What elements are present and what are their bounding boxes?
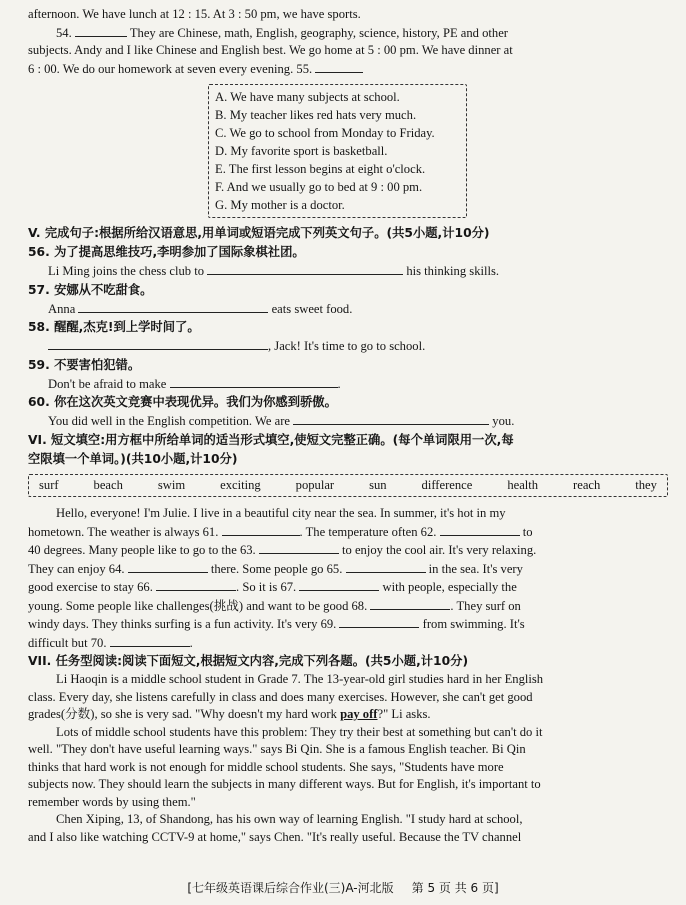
passage-line-1: Hello, everyone! I'm Julie. I live in a beautiful city near the sea. In summer, it's hot in my <box>56 506 506 520</box>
reading2-p2-l2: well. "They don't have useful learning ways." says Bi Qin. She is a famous English teacher. Bi Qin <box>28 742 526 756</box>
q57-sentence <box>28 300 668 319</box>
reading-line-q54 <box>28 24 668 43</box>
q56-sentence <box>28 262 668 281</box>
section-6-heading-2: 空限填一个单词。)(共10小题,计10分) <box>28 451 238 466</box>
q55-blank[interactable] <box>315 60 363 73</box>
q56-before: Li Ming joins the chess club to <box>48 264 205 278</box>
passage-line-7 <box>28 615 668 634</box>
q56-blank[interactable] <box>207 262 403 275</box>
p5b: . So it is 67. <box>236 580 297 594</box>
p4c: in the sea. It's very <box>428 561 523 576</box>
p2a: hometown. The weather is always 61. <box>28 524 219 539</box>
word-surf: surf <box>39 477 59 492</box>
q60-sentence <box>28 412 668 431</box>
r2a: grades(分数), so she is very sad. "Why doesn't my hard work <box>28 707 337 721</box>
p3b: to enjoy the cool air. It's very relaxing. <box>342 543 537 557</box>
q58-chinese: 58. 醒醒,杰克!到上学时间了。 <box>28 320 200 334</box>
passage-line-8 <box>28 634 668 653</box>
word-bank <box>28 474 668 498</box>
q59-blank[interactable] <box>170 375 338 388</box>
q68-blank[interactable] <box>370 597 450 610</box>
p2b: . The temperature often 62. <box>299 524 437 539</box>
passage-line-3 <box>28 541 668 560</box>
p4b: there. Some people go 65. <box>210 561 343 576</box>
q57-after: eats sweet food. <box>271 301 353 316</box>
reading-line-0: afternoon. We have lunch at 12 : 15. At 3 : 50 pm, we have sports. <box>28 7 361 21</box>
options-box <box>208 84 467 218</box>
pay-off-phrase: pay off <box>340 707 378 721</box>
word-difference: difference <box>421 477 473 492</box>
reading2-p1-l1: Li Haoqin is a middle school student in Grade 7. The 13-year-old girl studies hard in her English <box>56 672 544 686</box>
reading2-p2-l5: remember words by using them." <box>28 794 196 809</box>
q54-number: 54. <box>56 25 72 40</box>
p3a: 40 degrees. Many people like to go to the 63. <box>28 543 256 557</box>
q59-chinese: 59. 不要害怕犯错。 <box>28 357 141 372</box>
passage-line-5 <box>28 578 668 597</box>
reading2-p2-l4: subjects now. They should learn the subjects in many different ways. But for English, it's important to <box>28 777 541 791</box>
q56-after: his thinking skills. <box>406 264 500 278</box>
q57-chinese: 57. 安娜从不吃甜食。 <box>28 282 153 297</box>
q63-blank[interactable] <box>259 541 339 554</box>
reading2-p1-l3 <box>28 706 668 724</box>
q60-chinese: 60. 你在这次英文竞赛中表现优异。我们为你感到骄傲。 <box>28 395 337 409</box>
r2c: ?" Li asks. <box>377 707 431 721</box>
q56-chinese: 56. 为了提高思维技巧,李明参加了国际象棋社团。 <box>28 245 305 259</box>
word-popular: popular <box>295 477 335 492</box>
p8a: difficult but 70. <box>28 635 107 650</box>
section-7-heading: VII. 任务型阅读:阅读下面短文,根据短文内容,完成下列各题。(共5小题,计10分) <box>28 654 469 668</box>
q58-sentence <box>28 337 668 356</box>
q58-blank[interactable] <box>48 337 268 350</box>
p4a: They can enjoy 64. <box>28 561 125 576</box>
footer-title: [七年级英语课后综合作业(三)A-河北版 <box>187 881 394 895</box>
section-6-heading-1: VI. 短文填空:用方框中所给单词的适当形式填空,使短文完整正确。(每个单词限用一次,每 <box>28 432 514 447</box>
reading2-p3-l1: Chen Xiping, 13, of Shandong, has his own way of learning English. "I study hard at school, <box>56 812 523 826</box>
option-g: G. My mother is a doctor. <box>215 198 345 212</box>
p7a: windy days. They thinks surfing is a fun activity. It's very 69. <box>28 617 337 631</box>
option-f: F. And we usually go to bed at 9 : 00 pm. <box>215 180 423 194</box>
q60-blank[interactable] <box>293 412 489 425</box>
q70-blank[interactable] <box>110 634 190 647</box>
p6b: . They surf on <box>450 598 521 613</box>
reading2-p2-l3: thinks that hard work is not enough for middle school students. She says, "Students have more <box>28 759 504 774</box>
p2c: to <box>522 524 533 539</box>
reading-line-2: subjects. Andy and I like Chinese and English best. We go home at 5 : 00 pm. We have dinner at <box>28 43 513 57</box>
reading-line-3-text: 6 : 00. We do our homework at seven every evening. 55. <box>28 61 313 76</box>
passage-line-4 <box>28 560 668 579</box>
q54-blank[interactable] <box>75 24 127 37</box>
p8b: . <box>189 635 193 650</box>
q58-after: , Jack! It's time to go to school. <box>268 339 426 353</box>
option-d: D. My favorite sport is basketball. <box>215 144 388 158</box>
q66-blank[interactable] <box>156 578 236 591</box>
reading2-p1-l2: class. Every day, she listens carefully in class and does many exercises. However, she can't get good <box>28 689 533 704</box>
word-exciting: exciting <box>220 477 261 492</box>
q59-before: Don't be afraid to make <box>48 376 167 391</box>
q62-blank[interactable] <box>440 523 520 536</box>
option-e: E. The first lesson begins at eight o'clock. <box>215 162 426 176</box>
p6a: young. Some people like challenges(挑战) and want to be good 68. <box>28 598 368 613</box>
q57-before: Anna <box>48 301 76 316</box>
p5c: with people, especially the <box>382 580 517 594</box>
passage-line-6 <box>28 597 668 616</box>
reading-line-3 <box>28 60 668 79</box>
option-b: B. My teacher likes red hats very much. <box>215 108 417 122</box>
word-sun: sun <box>369 477 387 492</box>
word-reach: reach <box>573 477 601 492</box>
q54-text: They are Chinese, math, English, geography, science, history, PE and other <box>129 25 509 40</box>
section-5-heading: V. 完成句子:根据所给汉语意思,用单词或短语完成下列英文句子。(共5小题,计10分) <box>28 226 490 240</box>
p5a: good exercise to stay 66. <box>28 580 153 594</box>
q67-blank[interactable] <box>299 578 379 591</box>
passage-line-2 <box>28 523 668 542</box>
reading2-p3-l2: and I also like watching CCTV-9 at home," says Chen. "It's really useful. Because the TV channel <box>28 829 522 844</box>
word-beach: beach <box>93 477 123 492</box>
q59-after: . <box>337 376 341 391</box>
q57-blank[interactable] <box>78 300 268 313</box>
q60-after: you. <box>492 414 515 428</box>
q69-blank[interactable] <box>339 615 419 628</box>
q59-sentence <box>28 375 668 394</box>
option-c: C. We go to school from Monday to Friday. <box>215 126 435 140</box>
q61-blank[interactable] <box>222 523 300 536</box>
q60-before: You did well in the English competition. We are <box>48 414 290 428</box>
p7b: from swimming. It's <box>422 617 525 631</box>
footer-page: 第 5 页 共 6 页] <box>411 881 499 895</box>
word-they: they <box>635 477 657 492</box>
word-health: health <box>507 477 539 492</box>
page-footer <box>0 880 686 898</box>
option-a: A. We have many subjects at school. <box>215 90 400 104</box>
q65-blank[interactable] <box>346 560 426 573</box>
reading2-p2-l1: Lots of middle school students have this problem: They try their best at something but can't do it <box>56 724 543 739</box>
word-swim: swim <box>157 477 186 492</box>
q64-blank[interactable] <box>128 560 208 573</box>
